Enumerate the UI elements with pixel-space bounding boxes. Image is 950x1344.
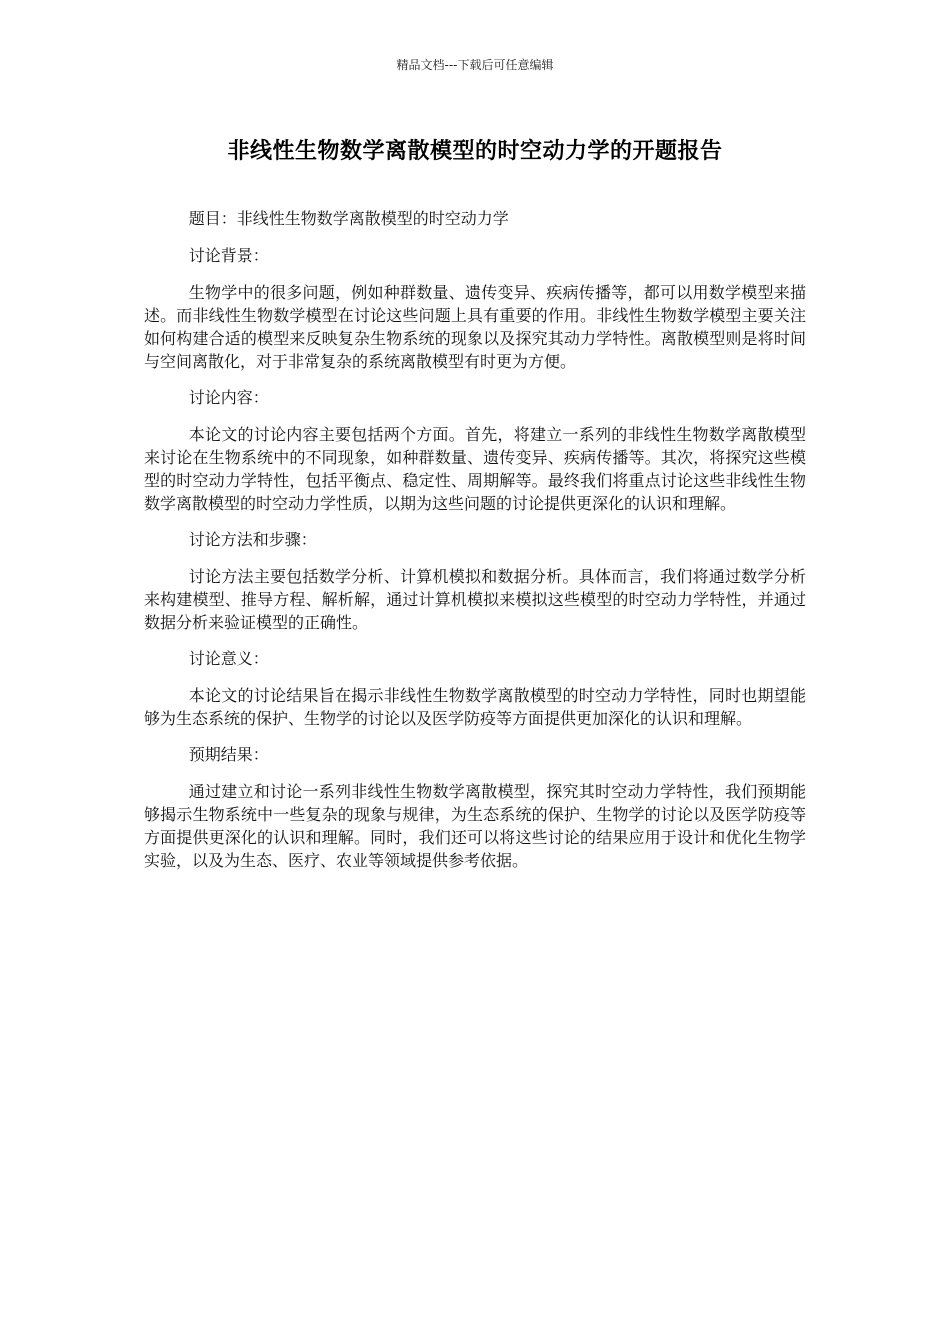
document-body [144, 207, 806, 885]
section-body-expected-results: 通过建立和讨论一系列非线性生物数学离散模型，探究其时空动力学特性，我们预期能够揭示生物系统中一些复杂的现象与规律，为生态系统的保护、生物学的讨论以及医学防疫等方面提供更深化的认识和理解。同时，我们还可以将这些讨论的结果应用于设计和优化生物学实验，以及为生态、医疗、农业等领域提供参考依据。 [144, 782, 806, 870]
section-heading-expected-results: 预期结果： [188, 745, 269, 764]
section-heading-significance: 讨论意义： [188, 649, 269, 668]
header-note: 精品文档---下载后可任意编辑 [396, 58, 554, 72]
section-body-methods: 讨论方法主要包括数学分析、计算机模拟和数据分析。具体而言，我们将通过数学分析来构建模型、推导方程、解析解，通过计算机模拟来模拟这些模型的时空动力学特性，并通过数据分析来验证模型的正确性。 [144, 567, 806, 632]
section-heading-background: 讨论背景： [188, 246, 269, 265]
section-body-significance: 本论文的讨论结果旨在揭示非线性生物数学离散模型的时空动力学特性，同时也期望能够为生态系统的保护、生物学的讨论以及医学防疫等方面提供更加深化的认识和理解。 [144, 686, 806, 728]
section-heading-methods: 讨论方法和步骤： [188, 530, 317, 549]
document-title: 非线性生物数学离散模型的时空动力学的开题报告 [227, 139, 723, 164]
section-body-content: 本论文的讨论内容主要包括两个方面。首先，将建立一系列的非线性生物数学离散模型来讨论在生物系统中的不同现象，如种群数量、遗传变异、疾病传播等。其次，将探究这些模型的时空动力学特性，包括平衡点、稳定性、周期解等。最终我们将重点讨论这些非线性生物数学离散模型的时空动力学性质，以期为这些问题的讨论提供更深化的认识和理解。 [144, 425, 806, 513]
topic-line: 题目：非线性生物数学离散模型的时空动力学 [188, 209, 509, 228]
section-heading-content: 讨论内容： [188, 388, 269, 407]
section-body-background: 生物学中的很多问题，例如种群数量、遗传变异、疾病传播等，都可以用数学模型来描述。而非线性生物数学模型在讨论这些问题上具有重要的作用。非线性生物数学模型主要关注如何构建合适的模型来反映复杂生物系统的现象以及探究其动力学特性。离散模型则是将时间与空间离散化，对于非常复杂的系统离散模型有时更为方便。 [144, 283, 806, 371]
